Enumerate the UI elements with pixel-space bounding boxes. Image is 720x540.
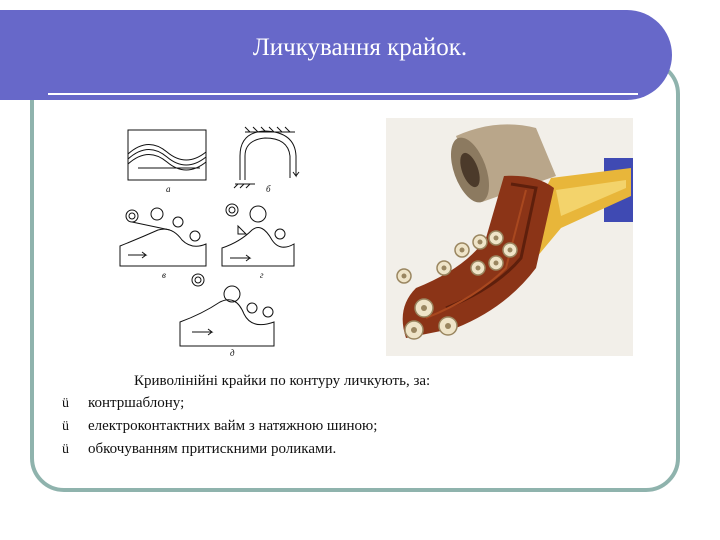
bullet-text: обкочуванням притискними роликами. bbox=[88, 441, 337, 457]
text-block bbox=[62, 370, 662, 461]
diagram-v bbox=[120, 208, 206, 266]
label-b: б bbox=[266, 184, 271, 194]
label-g: г bbox=[260, 270, 264, 280]
bullet-text: контршаблону; bbox=[88, 395, 185, 411]
intro-text: Криволінійні крайки по контуру личкують, за: bbox=[134, 373, 431, 389]
diagram-d bbox=[180, 274, 274, 346]
slide-title: Личкування крайок. bbox=[252, 34, 468, 61]
checkmark-icon: ü bbox=[62, 396, 69, 411]
banner-divider bbox=[48, 93, 638, 95]
diagram-g bbox=[222, 204, 294, 266]
bullet-item bbox=[62, 415, 662, 438]
label-a: а bbox=[166, 184, 171, 194]
label-d: д bbox=[230, 348, 235, 358]
edge-banding-diagrams bbox=[110, 118, 300, 358]
checkmark-icon: ü bbox=[62, 419, 69, 434]
bullet-item bbox=[62, 392, 662, 415]
diagram-b bbox=[234, 127, 299, 188]
bullet-item bbox=[62, 438, 662, 461]
edge-banding-illustration bbox=[386, 118, 633, 356]
label-v: в bbox=[162, 270, 166, 280]
bullet-text: електроконтактних вайм з натяжною шиною; bbox=[88, 418, 378, 434]
diagram-a bbox=[128, 130, 206, 180]
checkmark-icon: ü bbox=[62, 442, 69, 457]
